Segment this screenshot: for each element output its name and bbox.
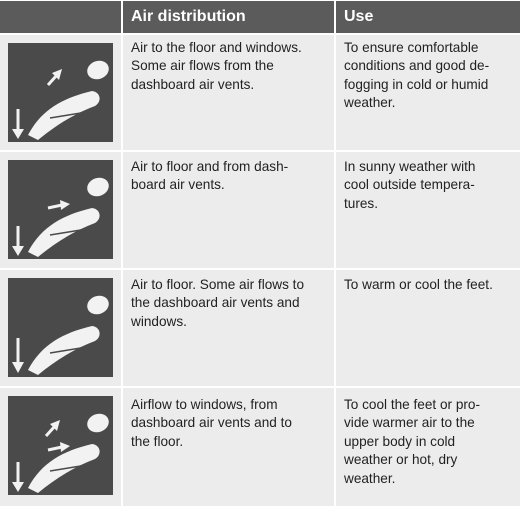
table-row-4-distribution-text: Airflow to windows, from dashboard air vents and to the floor. bbox=[131, 397, 292, 449]
header-cell-air-distribution: Air distribution bbox=[123, 1, 334, 33]
table-row-3-icon-cell bbox=[0, 270, 121, 386]
header-cell-icon bbox=[0, 1, 121, 33]
seat-airflow-windows-vents-floor-icon bbox=[8, 396, 113, 495]
seat-airflow-floor-windows-vents-icon bbox=[8, 43, 113, 142]
table-row-2-distribution-text: Air to floor and from dash- board air vents. bbox=[131, 159, 289, 193]
table-row-4-distribution-cell bbox=[123, 388, 334, 506]
table-row-2-distribution-cell bbox=[123, 152, 334, 268]
table-row-2-icon-cell bbox=[0, 152, 121, 268]
table-row-2-use-text: In sunny weather with cool outside tempera- tures. bbox=[344, 159, 476, 211]
table-row-3-distribution-cell bbox=[123, 270, 334, 386]
table-row-3-use-cell bbox=[336, 270, 520, 386]
seat-airflow-floor-vents-icon bbox=[8, 160, 113, 259]
table-row-4-icon-cell bbox=[0, 388, 121, 506]
table-row-3-use-text: To warm or cool the feet. bbox=[344, 277, 493, 292]
table-row-1-distribution-text: Air to the floor and windows. Some air flows from the dashboard air vents. bbox=[131, 40, 302, 92]
seat-airflow-floor-icon bbox=[8, 278, 113, 377]
table-row-1-use-cell bbox=[336, 35, 520, 150]
table-row-2-use-cell bbox=[336, 152, 520, 268]
header-cell-use: Use bbox=[336, 1, 520, 33]
table-row-1-distribution-cell bbox=[123, 35, 334, 150]
table-row-4-use-text: To cool the feet or pro- vide warmer air to the upper body in cold weather or hot, dry weather. bbox=[344, 397, 481, 486]
table-row-1-icon-cell bbox=[0, 35, 121, 150]
table-row-1-use-text: To ensure comfortable conditions and good de- fogging in cold or humid weather. bbox=[344, 40, 490, 111]
table-row-3-distribution-text: Air to floor. Some air flows to the dashboard air vents and windows. bbox=[131, 277, 305, 329]
table-row-4-use-cell bbox=[336, 388, 520, 506]
